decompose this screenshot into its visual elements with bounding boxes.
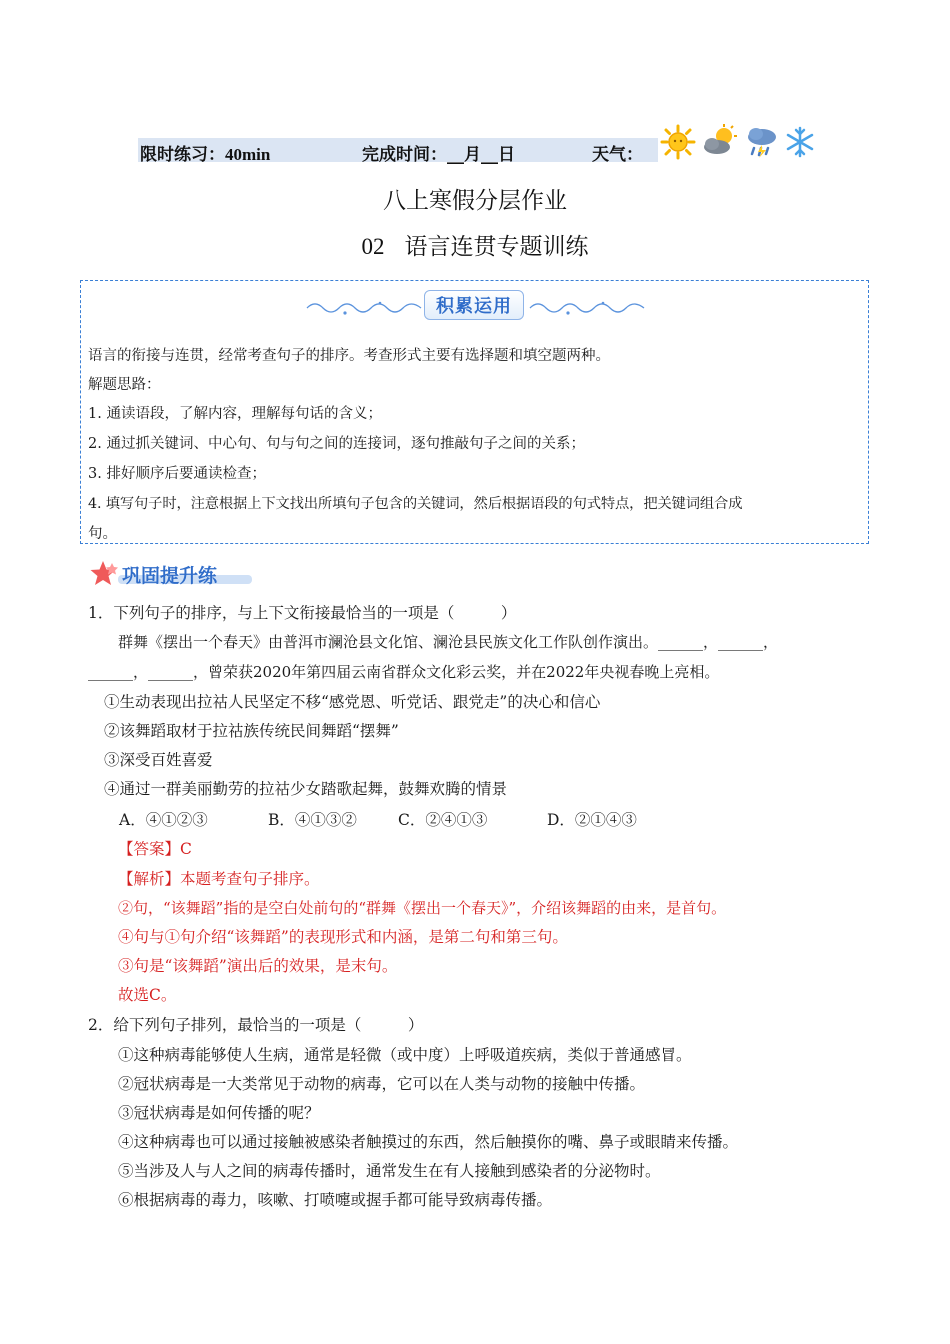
box-line: 句。: [88, 526, 117, 542]
q1-analysis-line: 故选C。: [118, 986, 177, 1004]
q1-option-d: D．②①④③: [547, 811, 637, 829]
q2-item: ①这种病毒能够使人生病，通常是轻微（或中度）上呼吸道疾病，类似于普通感冒。: [118, 1046, 692, 1064]
weather-label: 天气：: [592, 145, 643, 165]
q1-stem: 1．下列句子的排序，与上下文衔接最恰当的一项是（ ）: [88, 604, 517, 622]
box-line: 语言的衔接与连贯，经常考查句子的排序。考查形式主要有选择题和填空题两种。: [88, 348, 610, 364]
q1-item: ④通过一群美丽勤劳的拉祜少女踏歌起舞，鼓舞欢腾的情景: [104, 780, 508, 798]
q1-item: ①生动表现出拉祜人民坚定不移“感党恩、听党话、跟党走”的决心和信心: [104, 693, 601, 711]
decor-wave-left-icon: [305, 296, 423, 320]
q1-analysis-line: ②句，“该舞蹈”指的是空白处前句的“群舞《摆出一个春天》”，介绍该舞蹈的由来，是首句。: [118, 899, 727, 917]
box-line: 2. 通过抓关键词、中心句、句与句之间的连接词，逐句推敲句子之间的关系；: [88, 436, 585, 452]
accumulate-label: 积累运用: [424, 290, 524, 320]
q2-item: ⑤当涉及人与人之间的病毒传播时，通常发生在有人接触到感染者的分泌物时。: [118, 1162, 661, 1180]
q1-passage-line: 群舞《摆出一个春天》由普洱市澜沧县文化馆、澜沧县民族文化工作队创作演出。______，______，: [118, 633, 779, 651]
box-line: 4. 填写句子时，注意根据上下文找出所填句子包含的关键词，然后根据语段的句式特点，把关键词组合成: [88, 496, 743, 512]
q1-analysis-line: 【解析】本题考查句子排序。: [118, 870, 320, 888]
box-line: 1. 通读语段，了解内容，理解每句话的含义；: [88, 406, 382, 422]
decor-wave-right-icon: [528, 296, 646, 320]
weather-icons: [660, 124, 816, 160]
page-title: 八上寒假分层作业: [383, 188, 567, 214]
page-subtitle: [0, 228, 950, 261]
q2-item: ③冠状病毒是如何传播的呢？: [118, 1104, 320, 1122]
time-value: 40min: [225, 145, 271, 164]
q2-item: ②冠状病毒是一大类常见于动物的病毒，它可以在人类与动物的接触中传播。: [118, 1075, 646, 1093]
sun-icon: [660, 124, 696, 160]
time-limit: [140, 140, 270, 165]
subtitle-text: 语言连贯专题训练: [404, 234, 589, 260]
q1-option-c: C．②④①③: [398, 811, 488, 829]
q1-analysis-line: ③句是“该舞蹈”演出后的效果，是末句。: [118, 957, 398, 975]
time-label: 限时练习：: [140, 145, 225, 165]
completion-date: [362, 140, 515, 165]
snow-icon: [784, 126, 816, 158]
box-line: 3. 排好顺序后要通读检查；: [88, 466, 266, 482]
q1-analysis-line: ④句与①句介绍“该舞蹈”的表现形式和内涵，是第二句和第三句。: [118, 928, 568, 946]
q1-answer: 【答案】C: [118, 840, 192, 858]
date-value: __月__日: [447, 145, 515, 165]
box-line: 解题思路：: [88, 377, 161, 393]
q2-item: ⑥根据病毒的毒力，咳嗽、打喷嚏或握手都可能导致病毒传播。: [118, 1191, 553, 1209]
q1-item: ③深受百姓喜爱: [104, 751, 213, 769]
q1-passage-line: ______，______，曾荣获2020年第四届云南省群众文化彩云奖，并在2022年央视春晚上亮相。: [88, 663, 720, 681]
date-label: 完成时间：: [362, 145, 447, 165]
partly-cloudy-icon: [700, 124, 740, 160]
rain-icon: [744, 124, 780, 160]
q1-item: ②该舞蹈取材于拉祜族传统民间舞蹈“摆舞”: [104, 722, 399, 740]
subtitle-number: 02: [361, 234, 385, 259]
q1-option-b: B．④①③②: [268, 811, 357, 829]
q2-item: ④这种病毒也可以通过接触被感染者触摸过的东西，然后触摸你的嘴、鼻子或眼睛来传播。: [118, 1133, 739, 1151]
star-icon: [90, 560, 120, 588]
section-title: 巩固提升练: [122, 565, 218, 587]
q2-stem: 2．给下列句子排列，最恰当的一项是（ ）: [88, 1016, 424, 1034]
q1-option-a: A．④①②③: [119, 811, 208, 829]
